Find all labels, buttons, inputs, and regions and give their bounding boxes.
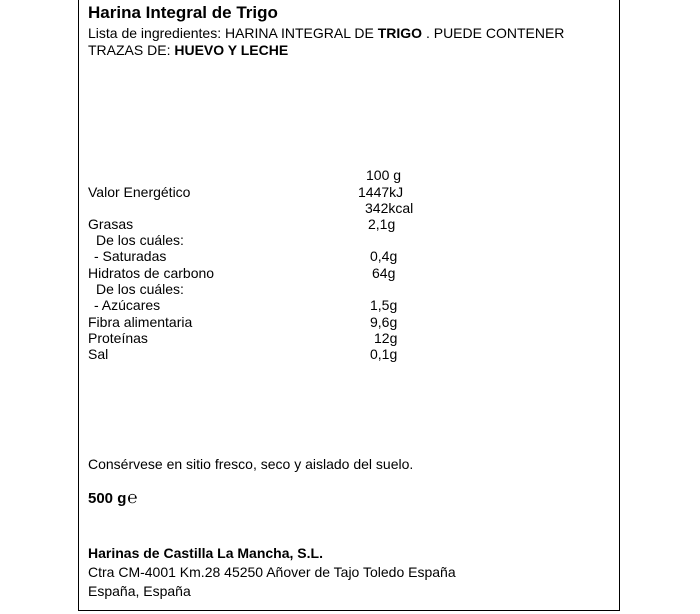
nutrition-label-energy: Valor Energético [88, 184, 191, 200]
nutrition-label-sugars: - Azúcares [94, 297, 161, 313]
manufacturer-address: Ctra CM-4001 Km.28 45250 Añover de Tajo Toledo España [88, 564, 456, 580]
product-title: Harina Integral de Trigo [88, 3, 278, 22]
nutrition-label-saturates: - Saturadas [94, 248, 167, 264]
nutrition-label-fat: Grasas [88, 216, 134, 232]
nutrition-label-salt: Sal [88, 346, 109, 362]
allergen-wheat: TRIGO [377, 25, 423, 41]
ingredients-line-2 [88, 43, 288, 57]
nutrition-label-of-which-1: De los cuáles: [96, 232, 184, 248]
nutrition-value-saturates: 0,4g [370, 248, 398, 264]
ingredients-line-1 [88, 26, 564, 40]
nutrition-label-of-which-2: De los cuáles: [96, 281, 184, 297]
estimated-sign-icon: ℮ [127, 488, 138, 507]
manufacturer-country: España, España [88, 583, 191, 599]
nutrition-value-kcal: 342kcal [365, 200, 414, 216]
traces-prefix: TRAZAS DE: [88, 42, 175, 58]
traces-allergens: HUEVO Y LECHE [174, 42, 289, 58]
nutrition-label-protein: Proteínas [88, 330, 148, 346]
nutrition-value-sugars: 1,5g [370, 297, 398, 313]
nutrition-header: 100 g [366, 167, 402, 183]
nutrition-value-salt: 0,1g [370, 346, 398, 362]
nutrition-value-kj: 1447kJ [358, 184, 404, 200]
nutrition-value-fat: 2,1g [368, 216, 396, 232]
net-weight [88, 489, 138, 506]
manufacturer-name: Harinas de Castilla La Mancha, S.L. [88, 545, 323, 561]
ingredients-prefix: Lista de ingredientes: HARINA INTEGRAL DE [88, 25, 378, 41]
nutrition-value-fibre: 9,6g [370, 314, 398, 330]
nutrition-label-carbohydrates: Hidratos de carbono [88, 265, 215, 281]
net-weight-value: 500 g [88, 490, 127, 507]
nutrition-value-carbohydrates: 64g [372, 265, 396, 281]
storage-instructions: Consérvese en sitio fresco, seco y aislado del suelo. [88, 456, 414, 472]
nutrition-label-fibre: Fibra alimentaria [88, 314, 193, 330]
nutrition-value-protein: 12g [374, 330, 398, 346]
ingredients-suffix: . PUEDE CONTENER [422, 25, 565, 41]
